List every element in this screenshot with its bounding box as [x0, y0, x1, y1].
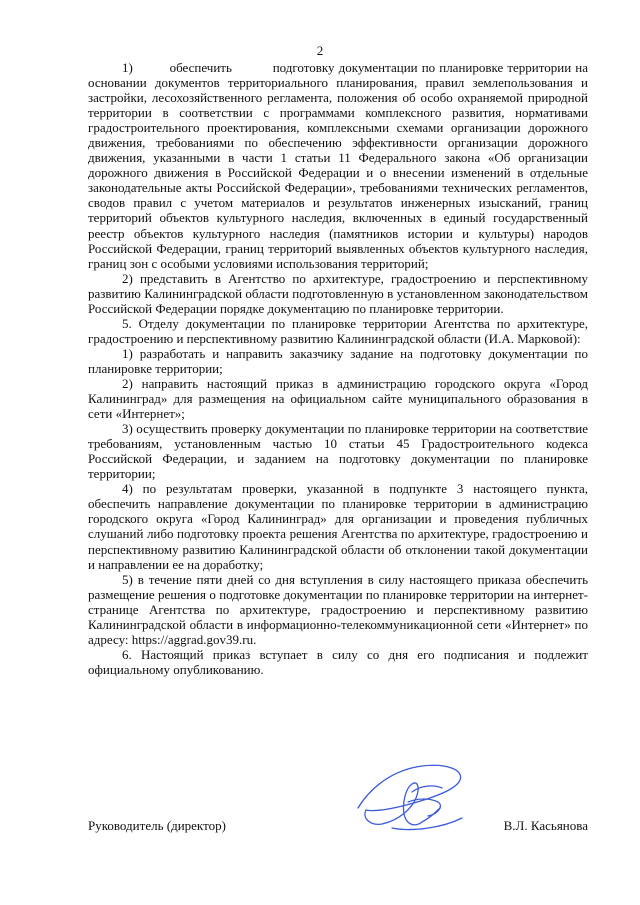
paragraph-5-subitem-5: 5) в течение пяти дней со дня вступления в силу настоящего приказа обеспечить размещение решения о подготовке документации по планировке территории на интернет-странице Агентства по архитектуре, градостроению и перспективному развитию Калининградской области в информационно-телекоммуникационной сети «Интернет» по адресу: https://aggrad.gov39.ru. [88, 571, 588, 647]
paragraph-1-subitem-2: 2) представить в Агентство по архитектуре, градостроению и перспективному развитию Калининградской области подготовленную в установленном законодательством Российской Федерации порядке документацию по планировке территории. [88, 270, 588, 316]
signatory-name: В.Л. Касьянова [503, 818, 588, 833]
signature-row [88, 818, 588, 834]
paragraph-5-subitem-2: 2) направить настоящий приказ в администрацию городского округа «Город Калининград» для размещения на официальном сайте муниципального образования в сети «Интернет»; [88, 375, 588, 422]
paragraph-5-subitem-4: 4) по результатам проверки, указанной в подпункте 3 настоящего пункта, обеспечить направление документации по планировке территории в администрацию городского округа «Город Калининград» для организации и проведения публичных слушаний либо подготовку проекта решения Агентства по архитектуре, градостроению и перспективному развитию Калининградской области об отклонении такой документации и направлении ее на доработку; [88, 481, 588, 572]
paragraph-6: 6. Настоящий приказ вступает в силу со дня его подписания и подлежит официальному опубликованию. [88, 646, 588, 677]
paragraph-5-intro: 5. Отделу документации по планировке территории Агентства по архитектуре, градостроению и перспективному развитию Калининградской области (И.А. Марковой): [88, 315, 588, 346]
paragraph-1-subitem-1: 1) обеспечить подготовку документации по планировке территории на основании документов территориального планирования, правил землепользования и застройки, лесохозяйственного регламента, положения об особо охраняемой природной территории в соответствии с программами комплексного развития, нормативами градостроительного проектирования, комплексными схемами организации дорожного движения, требованиями по обеспечению эффективности организации дорожного движения, указанными в части 1 статьи 11 Федерального закона «Об организации дорожного движения в Российской Федерации и о внесении изменений в отдельные законодательные акты Российской Федерации», требованиями технических регламентов, сводов правил с учетом материалов и результатов инженерных изысканий, границ территорий объектов культурного наследия, включенных в единый государственный реестр объектов культурного наследия (памятников истории и культуры) народов Российской Федерации, границ территорий выявленных объектов культурного наследия, границ зон с особыми условиями использования территорий; [88, 60, 588, 271]
paragraph-5-subitem-1: 1) разработать и направить заказчику задание на подготовку документации по планировке территории; [88, 345, 588, 376]
page-number: 2 [316, 43, 324, 58]
document-body [88, 60, 588, 677]
signatory-title: Руководитель (директор) [88, 818, 226, 833]
paragraph-5-subitem-3: 3) осуществить проверку документации по планировке территории на соответствие требованиям, установленным частью 10 статьи 45 Градостроительного кодекса Российской Федерации, и заданием на подготовку документации по планировке территории; [88, 421, 588, 482]
